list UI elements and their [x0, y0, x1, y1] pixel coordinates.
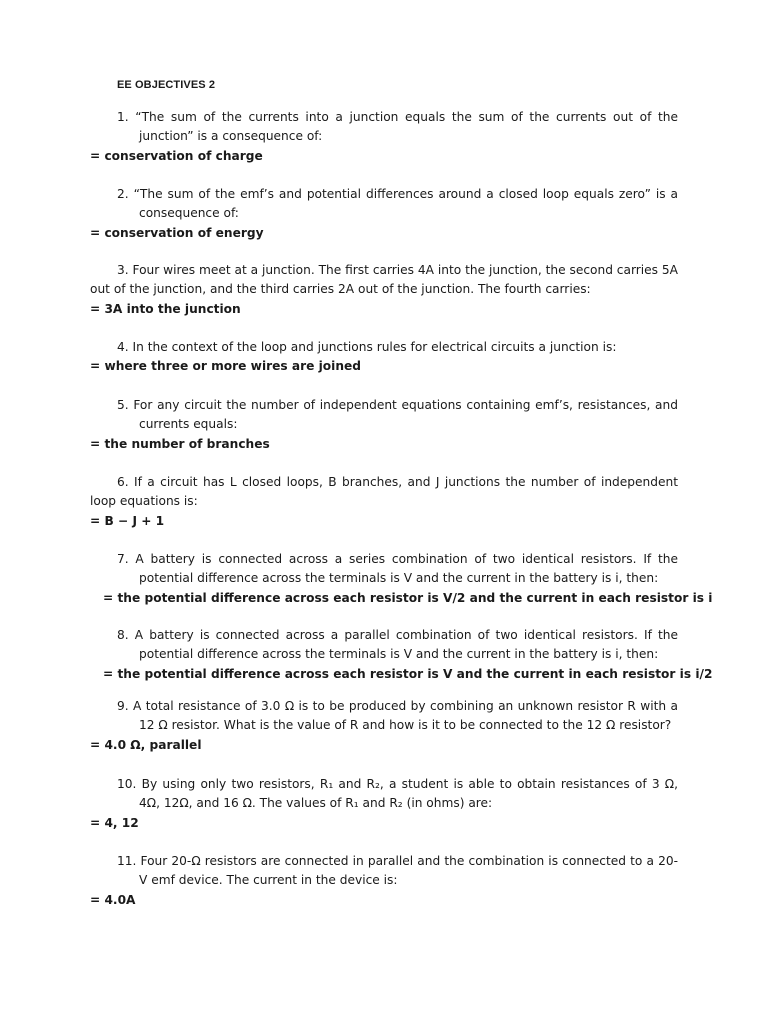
question-text: 11. Four 20-Ω resistors are connected in parallel and the combination is connected to a 20-V emf device. The current in the device is:: [117, 854, 678, 888]
question-11: [90, 852, 678, 910]
answer: = the number of branches: [90, 436, 270, 451]
question-text: 3. Four wires meet at a junction. The first carries 4A into the junction, the second carries 5A out of the junction, and the third carries 2A out of the junction. The fourth carries:: [90, 263, 678, 297]
answer: = the potential difference across each resistor is V/2 and the current in each resistor is i: [103, 590, 713, 605]
question-6: [90, 473, 678, 531]
question-5: [90, 396, 678, 454]
question-1: [90, 108, 678, 166]
answer: = the potential difference across each resistor is V and the current in each resistor is i/2: [103, 666, 713, 681]
answer: = conservation of energy: [90, 225, 264, 240]
question-text: 7. A battery is connected across a series combination of two identical resistors. If the potential difference across the terminals is V and the current in the battery is i, then:: [117, 552, 678, 586]
answer: = 3A into the junction: [90, 301, 241, 316]
answer: = 4, 12: [90, 815, 139, 830]
question-text: 8. A battery is connected across a parallel combination of two identical resistors. If the potential difference across the terminals is V and the current in the battery is i, then:: [117, 628, 678, 662]
question-text: 2. “The sum of the emf’s and potential differences around a closed loop equals zero” is a consequence of:: [117, 187, 678, 221]
answer: = where three or more wires are joined: [90, 359, 362, 374]
answer: = B − J + 1: [90, 513, 165, 528]
question-text: 4. In the context of the loop and junctions rules for electrical circuits a junction is:: [117, 340, 617, 354]
answer: = conservation of charge: [90, 148, 263, 163]
question-text: 9. A total resistance of 3.0 Ω is to be produced by combining an unknown resistor R with a 12 Ω resistor. What is the value of R and how is it to be connected to the 12 Ω resistor?: [117, 699, 678, 733]
question-4: [90, 338, 678, 377]
question-text: 5. For any circuit the number of independent equations containing emf’s, resistances, and currents equals:: [117, 398, 678, 432]
answer: = 4.0A: [90, 892, 136, 907]
question-10: [90, 775, 678, 833]
question-text: 10. By using only two resistors, R₁ and R₂, a student is able to obtain resistances of 3 Ω, 4Ω, 12Ω, and 16 Ω. The values of R₁ and R₂ (in ohms) are:: [117, 777, 678, 811]
document-title: EE OBJECTIVES 2: [117, 79, 216, 91]
question-2: [90, 185, 678, 243]
question-text: 6. If a circuit has L closed loops, B branches, and J junctions the number of independent loop equations is:: [90, 475, 678, 509]
question-3: [90, 261, 678, 319]
question-7: [90, 550, 713, 608]
answer: = 4.0 Ω, parallel: [90, 737, 202, 752]
question-9: [90, 697, 678, 755]
question-text: 1. “The sum of the currents into a junction equals the sum of the currents out of the junction” is a consequence of:: [117, 110, 678, 144]
question-8: [90, 626, 713, 684]
